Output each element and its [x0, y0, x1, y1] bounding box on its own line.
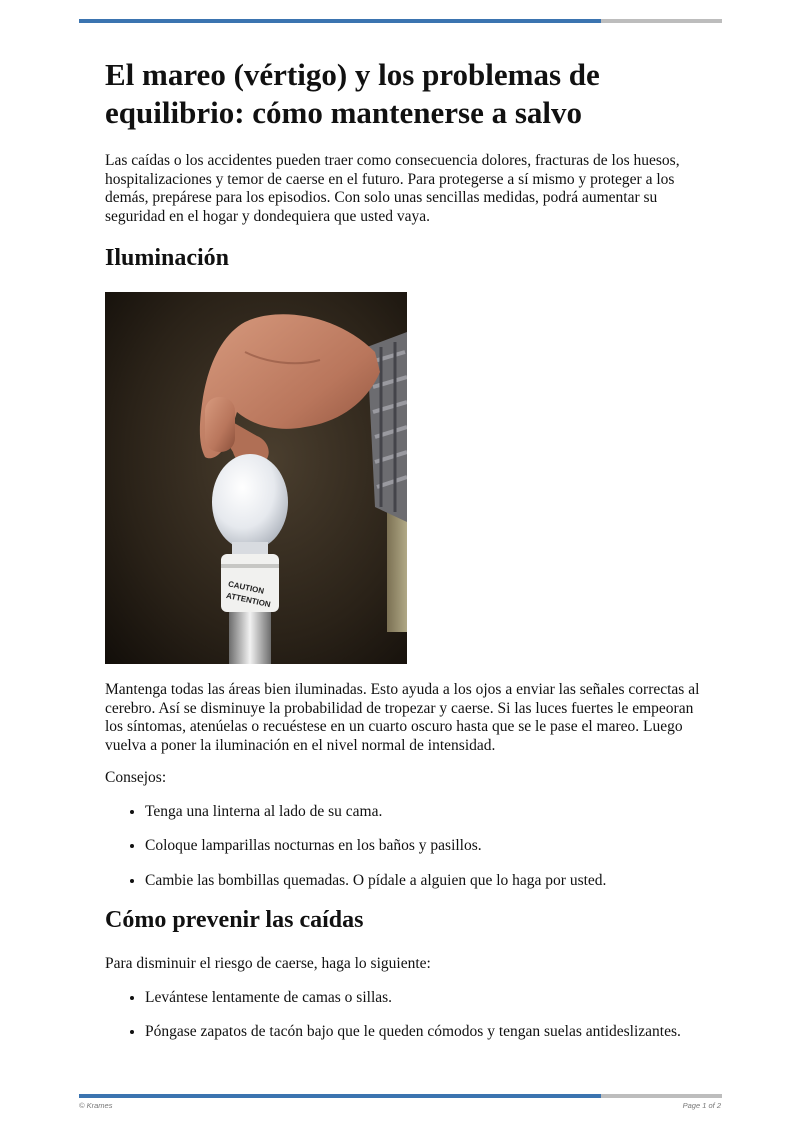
footer-page-number: Page 1 of 2: [682, 1101, 721, 1110]
list-item: • Cambie las bombillas quemadas. O pídale a alguien que lo haga por usted.: [145, 872, 705, 891]
tips-label: Consejos:: [105, 769, 167, 786]
intro-paragraph: Las caídas o los accidentes pueden traer como consecuencia dolores, fracturas de los huesos, hospitalizaciones y temor de caerse en el futuro. Para protegerse a sí mismo y proteger a los demás, prepárese para los episodios. Con solo unas sencillas medidas, podrá aumentar su seguridad en el hogar y dondequiera que usted vaya.: [105, 152, 680, 225]
list-item: • Póngase zapatos de tacón bajo que le queden cómodos y tengan suelas antideslizantes.: [145, 1023, 705, 1042]
footer-rule-grey: [601, 1094, 722, 1098]
document-body: [105, 56, 705, 1042]
footer-rule: [79, 1094, 722, 1098]
socket-label-caution: CAUTION: [227, 579, 265, 596]
header-rule-grey: [601, 19, 722, 23]
section-heading-iluminacion: Iluminación: [105, 245, 230, 271]
tips-list: [105, 803, 705, 891]
list-item: • Coloque lamparillas nocturnas en los baños y pasillos.: [145, 837, 705, 856]
iluminacion-paragraph: Mantenga todas las áreas bien iluminadas. Esto ayuda a los ojos a enviar las señales correctas al cerebro. Así se disminuye la probabilidad de tropezar y caerse. Si las luces fuertes le empeoran los síntomas, atenúelas o recuéstese en un cuarto oscuro hasta que se le pase el mareo. Luego vuelva a poner la iluminación en el nivel normal de intensidad.: [105, 681, 700, 754]
header-rule-accent: [79, 19, 601, 23]
socket-label-attention: ATTENTION: [225, 590, 272, 610]
lightbulb-photo: [105, 292, 407, 664]
section-heading-prevenir: Cómo prevenir las caídas: [105, 907, 364, 933]
page-title: El mareo (vértigo) y los problemas de equilibrio: cómo mantenerse a salvo: [105, 57, 600, 130]
list-item: • Levántese lentamente de camas o sillas.: [145, 989, 705, 1008]
list-item: • Tenga una linterna al lado de su cama.: [145, 803, 705, 822]
header-rule: [79, 19, 722, 23]
prevenir-paragraph: Para disminuir el riesgo de caerse, haga lo siguiente:: [105, 955, 431, 972]
footer-rule-accent: [79, 1094, 601, 1098]
prevenir-list: [105, 989, 705, 1042]
footer-copyright: © Krames: [79, 1101, 113, 1110]
